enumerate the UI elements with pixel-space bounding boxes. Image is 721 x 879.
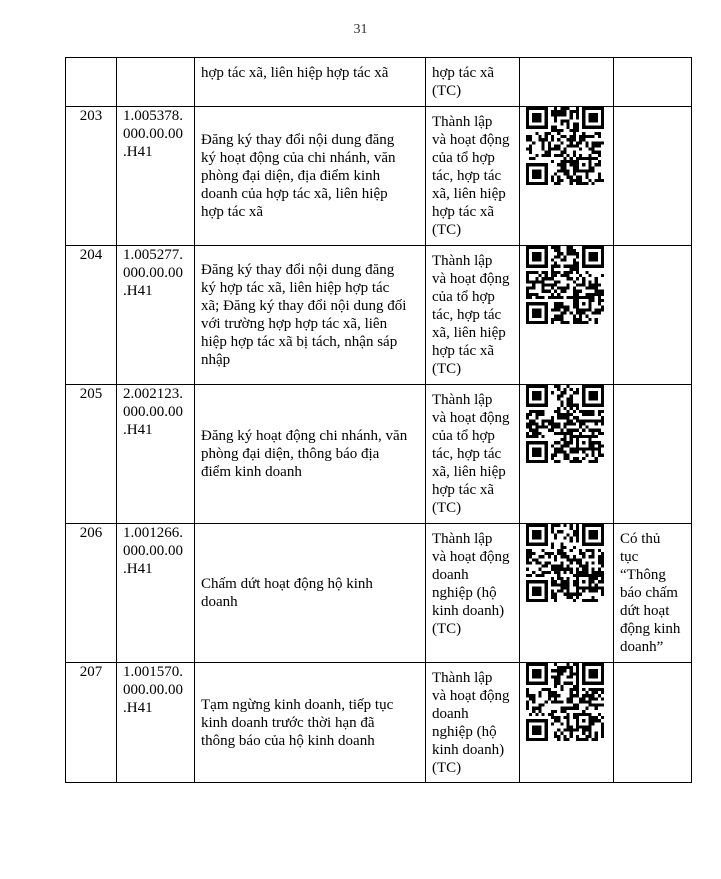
qr-code-icon — [526, 246, 604, 324]
qr-code-cell — [520, 524, 614, 663]
row-number-cell: 205 — [66, 385, 117, 524]
qr-code-icon — [526, 385, 604, 463]
procedure-name-cell: Tạm ngừng kinh doanh, tiếp tục kinh doanh trước thời hạn đã thông báo của hộ kinh doanh — [195, 663, 426, 783]
note-cell — [614, 58, 692, 107]
procedure-name-cell: Đăng ký thay đổi nội dung đăng ký hợp tác xã, liên hiệp hợp tác xã; Đăng ký thay đổi nội dung đối với trường hợp hợp tác xã, liên hiệp hợp tác xã bị tách, nhận sáp nhập — [195, 246, 426, 385]
procedure-group-cell: Thành lập và hoạt động doanh nghiệp (hộ kinh doanh) (TC) — [426, 524, 520, 663]
qr-code-cell — [520, 246, 614, 385]
procedure-table — [65, 57, 692, 783]
table-row — [66, 663, 692, 783]
procedure-code-cell: 1.001266. 000.00.00 .H41 — [117, 524, 195, 663]
qr-code-cell — [520, 58, 614, 107]
qr-code-icon — [526, 524, 604, 602]
note-cell — [614, 385, 692, 524]
page-number: 31 — [353, 22, 368, 37]
procedure-code-cell: 1.005378. 000.00.00 .H41 — [117, 107, 195, 246]
table-row — [66, 107, 692, 246]
table-row — [66, 246, 692, 385]
procedure-group-cell: Thành lập và hoạt động doanh nghiệp (hộ kinh doanh) (TC) — [426, 663, 520, 783]
procedure-name-cell: hợp tác xã, liên hiệp hợp tác xã — [195, 58, 426, 107]
qr-code-icon — [526, 107, 604, 185]
qr-code-icon — [526, 663, 604, 741]
row-number-cell: 207 — [66, 663, 117, 783]
procedure-name-cell: Đăng ký hoạt động chi nhánh, văn phòng đại diện, thông báo địa điểm kinh doanh — [195, 385, 426, 524]
row-number-cell: 203 — [66, 107, 117, 246]
note-cell — [614, 246, 692, 385]
note-cell: Có thủ tục “Thông báo chấm dứt hoạt động kinh doanh” — [614, 524, 692, 663]
procedure-group-cell: Thành lập và hoạt động của tổ hợp tác, hợp tác xã, liên hiệp hợp tác xã (TC) — [426, 385, 520, 524]
row-number-cell: 204 — [66, 246, 117, 385]
procedure-code-cell: 2.002123. 000.00.00 .H41 — [117, 385, 195, 524]
procedure-code-cell: 1.005277. 000.00.00 .H41 — [117, 246, 195, 385]
table-row — [66, 524, 692, 663]
procedure-code-cell — [117, 58, 195, 107]
note-cell — [614, 663, 692, 783]
row-number-cell — [66, 58, 117, 107]
procedure-group-cell: hợp tác xã (TC) — [426, 58, 520, 107]
qr-code-cell — [520, 385, 614, 524]
note-cell — [614, 107, 692, 246]
procedure-name-cell: Đăng ký thay đổi nội dung đăng ký hoạt động của chi nhánh, văn phòng đại diện, địa điểm kinh doanh của hợp tác xã, liên hiệp hợp tác xã — [195, 107, 426, 246]
row-number-cell: 206 — [66, 524, 117, 663]
procedure-code-cell: 1.001570. 000.00.00 .H41 — [117, 663, 195, 783]
qr-code-cell — [520, 663, 614, 783]
procedure-group-cell: Thành lập và hoạt động của tổ hợp tác, hợp tác xã, liên hiệp hợp tác xã (TC) — [426, 107, 520, 246]
table-row — [66, 58, 692, 107]
qr-code-cell — [520, 107, 614, 246]
table-row — [66, 385, 692, 524]
procedure-group-cell: Thành lập và hoạt động của tổ hợp tác, hợp tác xã, liên hiệp hợp tác xã (TC) — [426, 246, 520, 385]
procedure-name-cell: Chấm dứt hoạt động hộ kinh doanh — [195, 524, 426, 663]
